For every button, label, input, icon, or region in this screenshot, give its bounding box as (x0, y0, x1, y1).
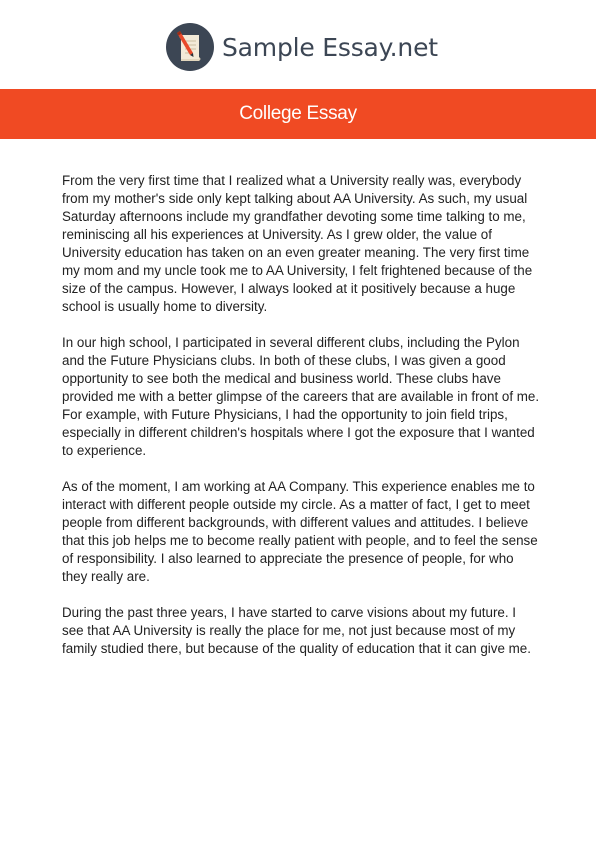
site-header (166, 20, 438, 74)
brand-name: Sample Essay.net (222, 32, 438, 62)
title-banner (0, 89, 596, 139)
essay-paragraph: As of the moment, I am working at AA Company. This experience enables me to interact with different people outside my circle. As a matter of fact, I get to meet people from different backgrounds, with different values and attitudes. I believe that this job helps me to become really patient with people, and to feel the sense of responsibility. I also learned to appreciate the presence of people, for who they really are. (62, 479, 538, 584)
pen-and-paper-icon (166, 23, 214, 71)
page-title: College Essay (239, 103, 357, 124)
essay-paragraph: During the past three years, I have started to carve visions about my future. I see that AA University is really the place for me, not just because most of my family studied there, but because of the quality of education that it can give me. (62, 605, 531, 656)
essay-paragraph: In our high school, I participated in several different clubs, including the Pylon and the Future Physicians clubs. In both of these clubs, I was given a good opportunity to see both the medical and business world. These clubs have provided me with a better glimpse of the careers that are available in front of me. For example, with Future Physicians, I had the opportunity to join field trips, especially in different children's hospitals where I got the exposure that I wanted to experience. (62, 335, 540, 458)
essay-paragraph: From the very first time that I realized what a University really was, everybody from my mother's side only kept talking about AA University. As such, my usual Saturday afternoons include my grandfather devoting some time talking to me, reminiscing all his experiences at University. As I grew older, the value of University education has taken on an even greater meaning. The very first time my mom and my uncle took me to AA University, I felt frightened because of the size of the campus. However, I always looked at it positively because a huge school is usually home to diversity. (62, 173, 533, 314)
essay-body (62, 172, 540, 676)
